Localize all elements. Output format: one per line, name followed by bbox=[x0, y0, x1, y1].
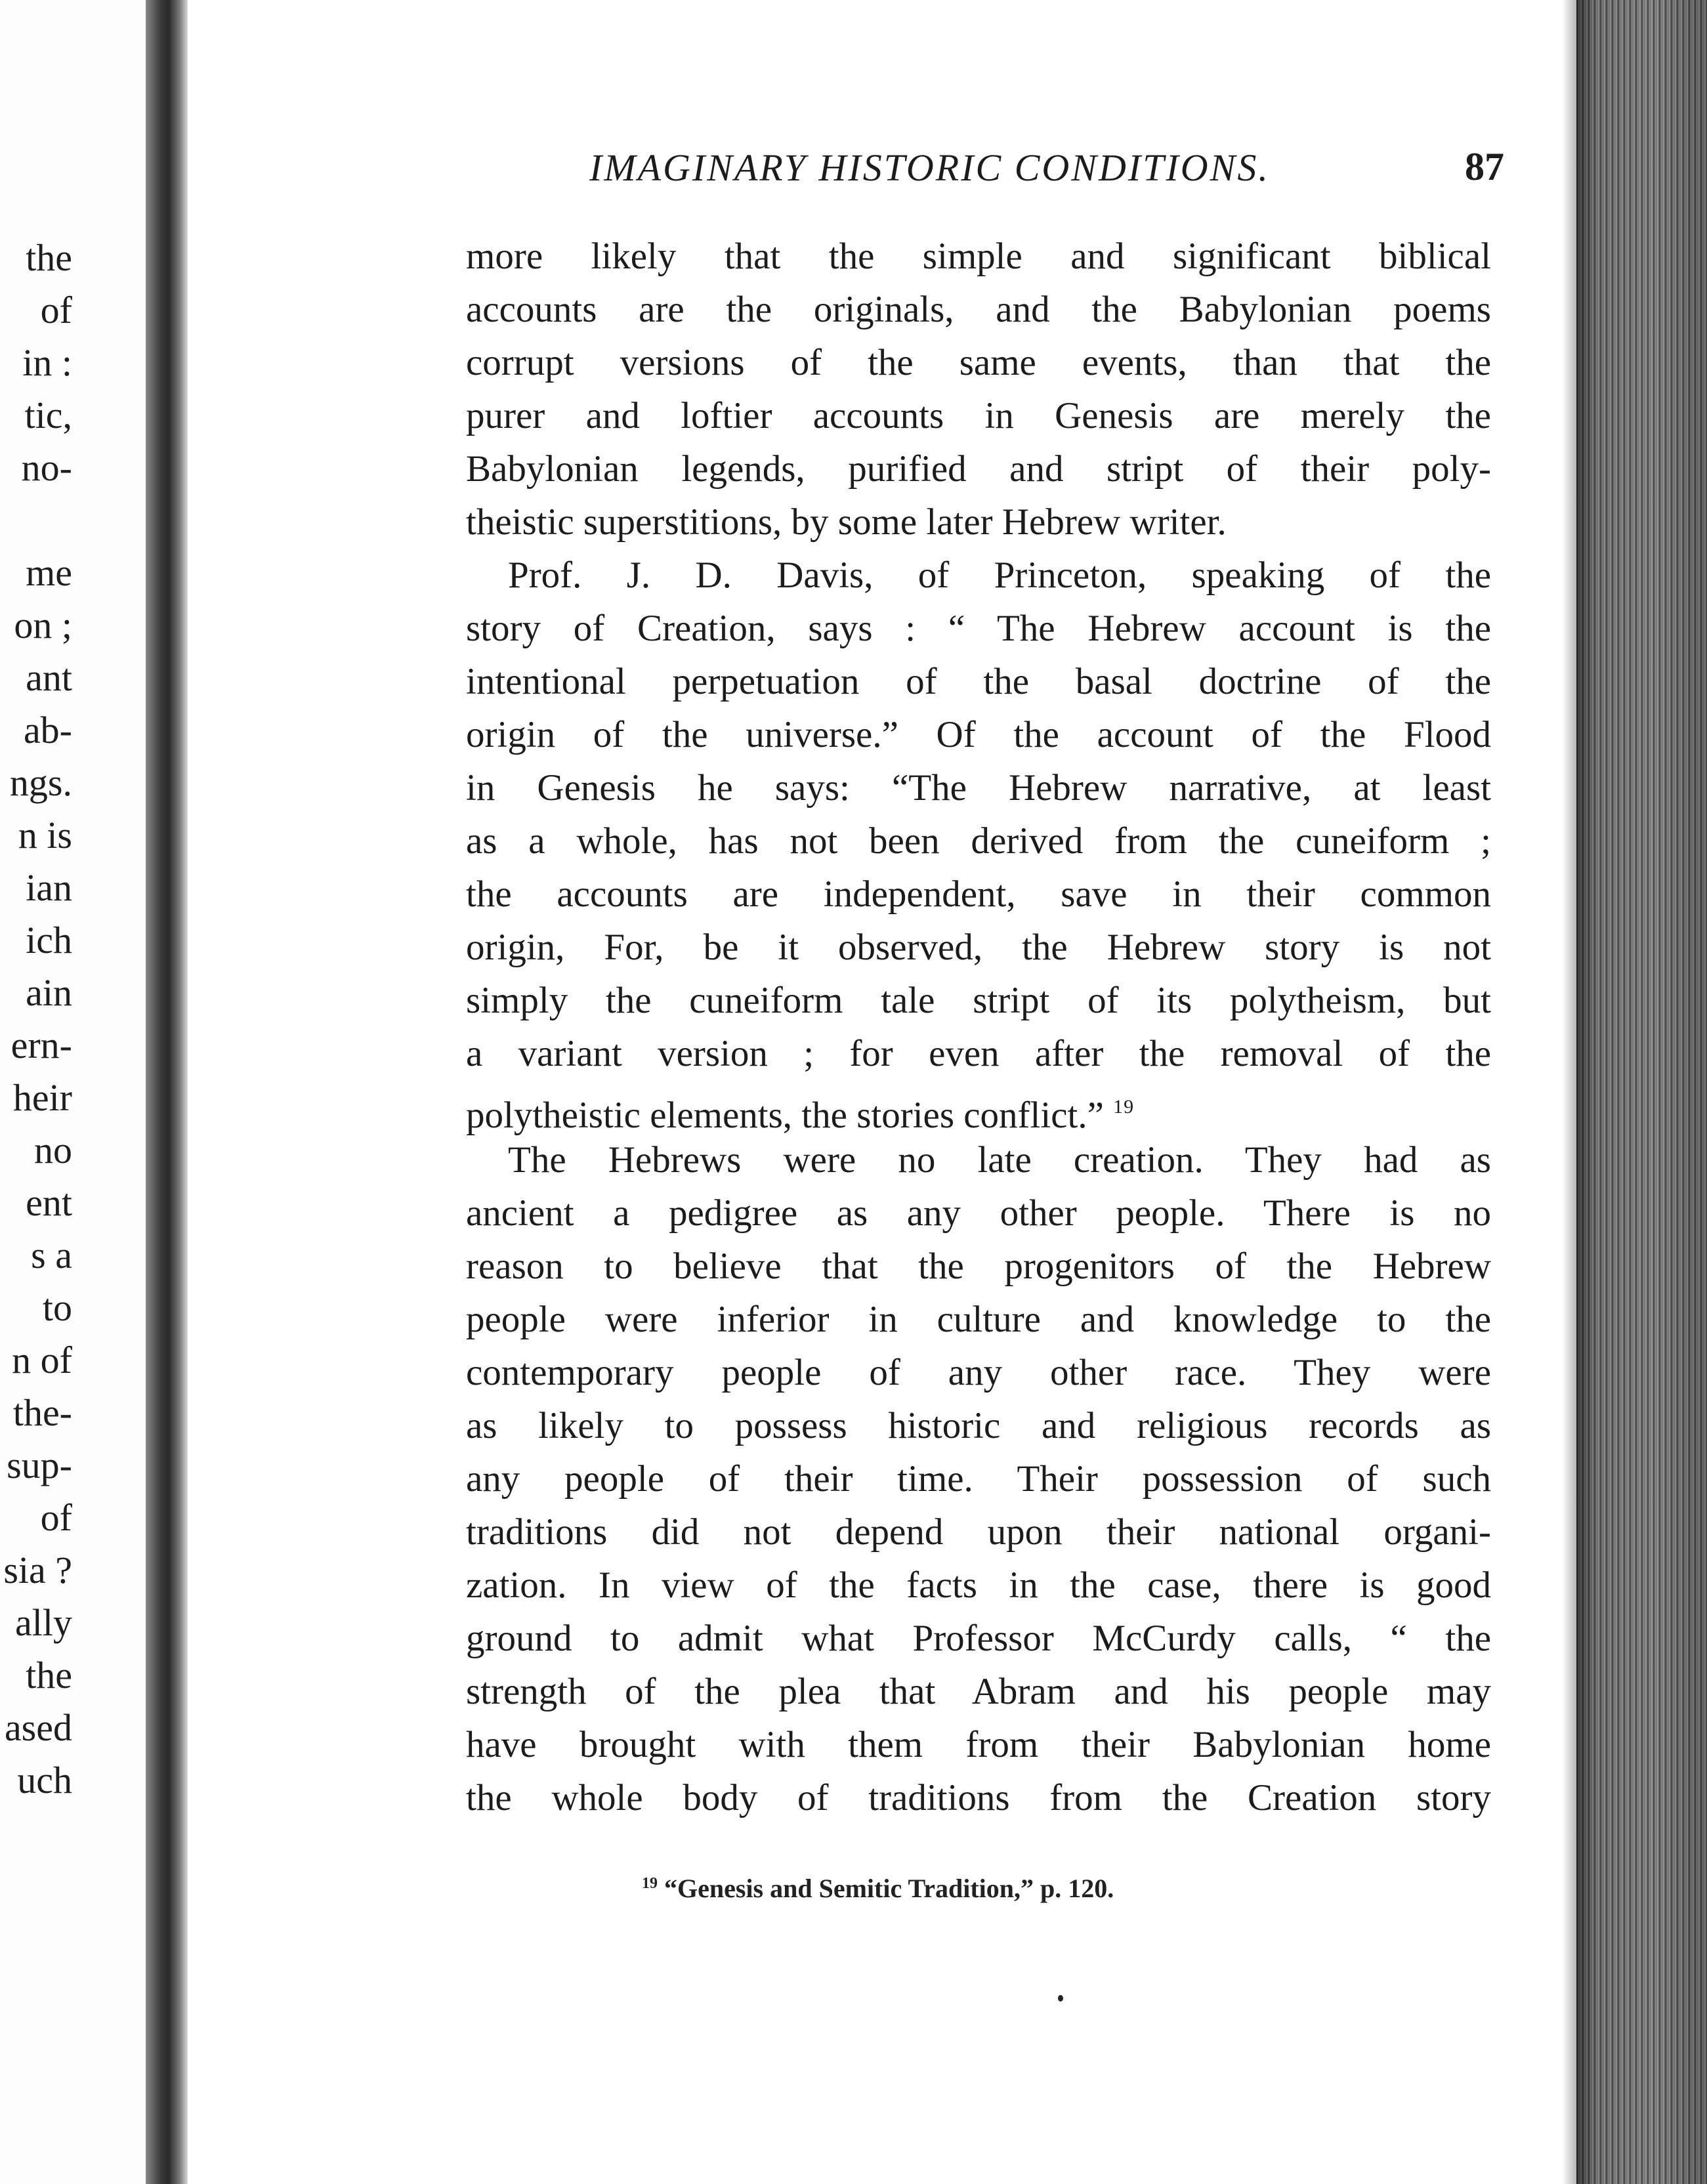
body-line: purer and loftier accounts in Genesis are merely the bbox=[466, 395, 1491, 436]
body-line: accounts are the originals, and the Babylonian poems bbox=[466, 289, 1491, 330]
left-fragment: no bbox=[34, 1129, 72, 1171]
left-fragment: the bbox=[26, 236, 72, 279]
left-fragment: of bbox=[40, 1496, 72, 1539]
body-line: the whole body of traditions from the Creation story bbox=[466, 1777, 1491, 1818]
body-line: have brought with them from their Babylonian home bbox=[466, 1724, 1491, 1765]
body-line: contemporary people of any other race. They were bbox=[466, 1352, 1491, 1393]
body-line: story of Creation, says : “ The Hebrew account is the bbox=[466, 608, 1491, 649]
left-fragment: the bbox=[26, 1654, 72, 1696]
body-line: the accounts are independent, save in their common bbox=[466, 873, 1491, 915]
left-fragment: n of bbox=[12, 1339, 72, 1381]
body-line: theistic superstitions, by some later Hebrew writer. bbox=[466, 501, 1227, 543]
left-fragment: me bbox=[26, 551, 72, 594]
body-line: reason to believe that the progenitors of the Hebrew bbox=[466, 1246, 1491, 1287]
body-line: as likely to possess historic and religious records as bbox=[466, 1405, 1491, 1446]
left-fragment: ian bbox=[26, 866, 72, 909]
left-fragment: n is bbox=[18, 814, 72, 856]
left-fragment: tic, bbox=[24, 394, 72, 436]
book-fore-edge bbox=[1576, 0, 1707, 2184]
print-speck bbox=[1058, 1995, 1064, 2002]
left-fragment: sup- bbox=[7, 1444, 72, 1486]
left-fragment: uch bbox=[17, 1759, 72, 1801]
footnote bbox=[642, 1873, 1114, 1904]
left-fragment: s a bbox=[31, 1234, 72, 1276]
body-line: more likely that the simple and significant biblical bbox=[466, 236, 1491, 277]
left-fragment: on ; bbox=[14, 604, 72, 646]
footnote-reference[interactable]: 19 bbox=[1113, 1096, 1135, 1118]
body-line: Prof. J. D. Davis, of Princeton, speaking of the bbox=[508, 555, 1491, 596]
body-text bbox=[466, 230, 1491, 1824]
left-fragment: sia ? bbox=[3, 1549, 72, 1591]
body-line: zation. In view of the facts in the case, there is good bbox=[466, 1564, 1491, 1606]
left-fragment: ally bbox=[15, 1601, 72, 1644]
body-line: Babylonian legends, purified and stript of their poly- bbox=[466, 448, 1491, 490]
footnote-text: “Genesis and Semitic Tradition,” p. 120. bbox=[664, 1874, 1114, 1903]
left-facing-page bbox=[0, 0, 155, 2184]
body-line: ground to admit what Professor McCurdy calls, “ the bbox=[466, 1618, 1491, 1659]
left-fragment: ain bbox=[26, 971, 72, 1014]
left-fragment: the- bbox=[12, 1391, 72, 1434]
body-line: any people of their time. Their possession of such bbox=[466, 1458, 1491, 1500]
body-line-with-footnote-ref bbox=[466, 1080, 1491, 1136]
body-line: traditions did not depend upon their national organi- bbox=[466, 1511, 1491, 1553]
left-fragment: ased bbox=[4, 1706, 72, 1749]
body-line: intentional perpetuation of the basal doctrine of the bbox=[466, 661, 1491, 702]
page-number: 87 bbox=[1465, 145, 1504, 188]
left-fragment: no- bbox=[21, 446, 72, 489]
left-fragment: of bbox=[40, 289, 72, 331]
body-line-text: polytheistic elements, the stories conflict.” bbox=[466, 1095, 1104, 1136]
body-line: as a whole, has not been derived from the cuneiform ; bbox=[466, 820, 1491, 862]
body-line: origin, For, be it observed, the Hebrew story is not bbox=[466, 927, 1491, 968]
body-line: a variant version ; for even after the removal of the bbox=[466, 1033, 1491, 1074]
body-line: corrupt versions of the same events, than that the bbox=[466, 342, 1491, 383]
left-fragment: ern- bbox=[11, 1024, 72, 1066]
running-head-title: IMAGINARY HISTORIC CONDITIONS. bbox=[589, 146, 1270, 189]
footnote-number: 19 bbox=[642, 1875, 658, 1892]
body-line: simply the cuneiform tale stript of its polytheism, but bbox=[466, 980, 1491, 1021]
left-fragment: heir bbox=[12, 1076, 72, 1119]
left-fragment: in : bbox=[22, 341, 72, 384]
running-head bbox=[589, 146, 1528, 196]
left-fragment: ent bbox=[26, 1181, 72, 1224]
left-fragment: to bbox=[42, 1286, 72, 1329]
book-gutter-shadow bbox=[146, 0, 188, 2184]
body-line: origin of the universe.” Of the account of the Flood bbox=[466, 714, 1491, 755]
left-fragment: ngs. bbox=[9, 761, 72, 804]
body-line: strength of the plea that Abram and his people may bbox=[466, 1671, 1491, 1712]
left-fragment: ich bbox=[26, 919, 72, 961]
ink-speck bbox=[1058, 1995, 1063, 2002]
body-line: people were inferior in culture and knowledge to the bbox=[466, 1299, 1491, 1340]
body-line: in Genesis he says: “The Hebrew narrative, at least bbox=[466, 767, 1491, 808]
body-line: ancient a pedigree as any other people. There is no bbox=[466, 1192, 1491, 1234]
body-line: The Hebrews were no late creation. They had as bbox=[508, 1139, 1491, 1181]
right-page bbox=[188, 0, 1576, 2184]
left-fragment: ant bbox=[26, 656, 72, 699]
left-fragment: ab- bbox=[23, 709, 72, 751]
